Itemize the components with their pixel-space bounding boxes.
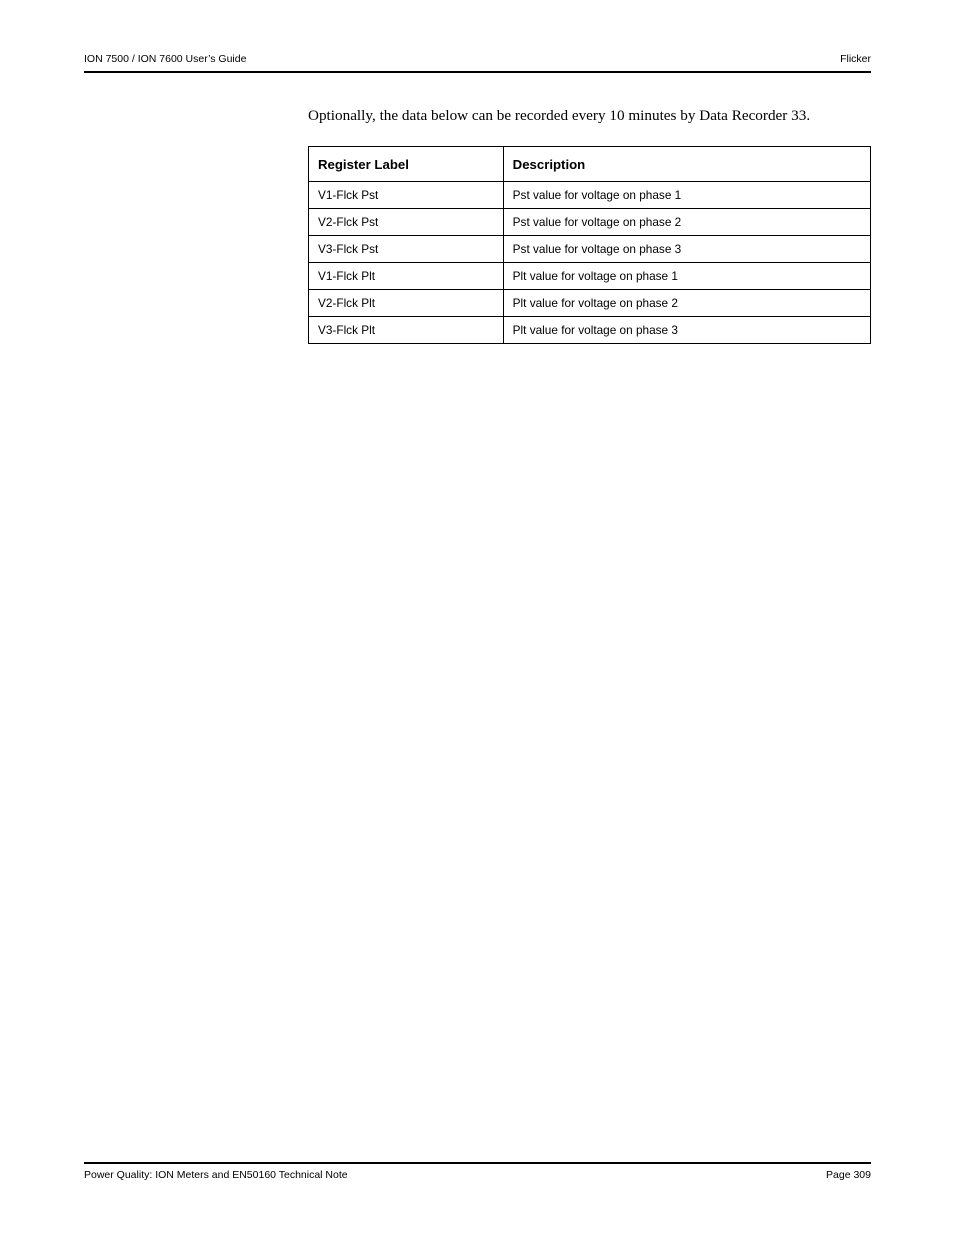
description-cell: Plt value for voltage on phase 2: [503, 290, 870, 317]
table-row: [309, 263, 871, 290]
column-header-description: Description: [503, 147, 870, 182]
register-label-cell: V1-Flck Pst: [309, 182, 504, 209]
table-row: [309, 317, 871, 344]
column-header-register-label: Register Label: [309, 147, 504, 182]
register-label-cell: V2-Flck Pst: [309, 209, 504, 236]
description-cell: Pst value for voltage on phase 2: [503, 209, 870, 236]
header-document-title: ION 7500 / ION 7600 User’s Guide: [84, 53, 247, 65]
page-footer: [84, 1162, 871, 1184]
description-cell: Plt value for voltage on phase 3: [503, 317, 870, 344]
register-label-cell: V3-Flck Plt: [309, 317, 504, 344]
register-label-cell: V3-Flck Pst: [309, 236, 504, 263]
footer-document-title: Power Quality: ION Meters and EN50160 Technical Note: [84, 1169, 348, 1181]
header-section-title: Flicker: [840, 53, 871, 65]
page-number: Page 309: [826, 1169, 871, 1181]
register-label-cell: V2-Flck Plt: [309, 290, 504, 317]
table-row: [309, 182, 871, 209]
page-header: [84, 52, 871, 73]
table-header-row: [309, 147, 871, 182]
description-cell: Plt value for voltage on phase 1: [503, 263, 870, 290]
intro-paragraph: Optionally, the data below can be recorded every 10 minutes by Data Recorder 33.: [308, 107, 811, 124]
register-label-cell: V1-Flck Plt: [309, 263, 504, 290]
table-row: [309, 236, 871, 263]
description-cell: Pst value for voltage on phase 1: [503, 182, 870, 209]
table-row: [309, 290, 871, 317]
register-table: [308, 146, 871, 344]
table-row: [309, 209, 871, 236]
description-cell: Pst value for voltage on phase 3: [503, 236, 870, 263]
